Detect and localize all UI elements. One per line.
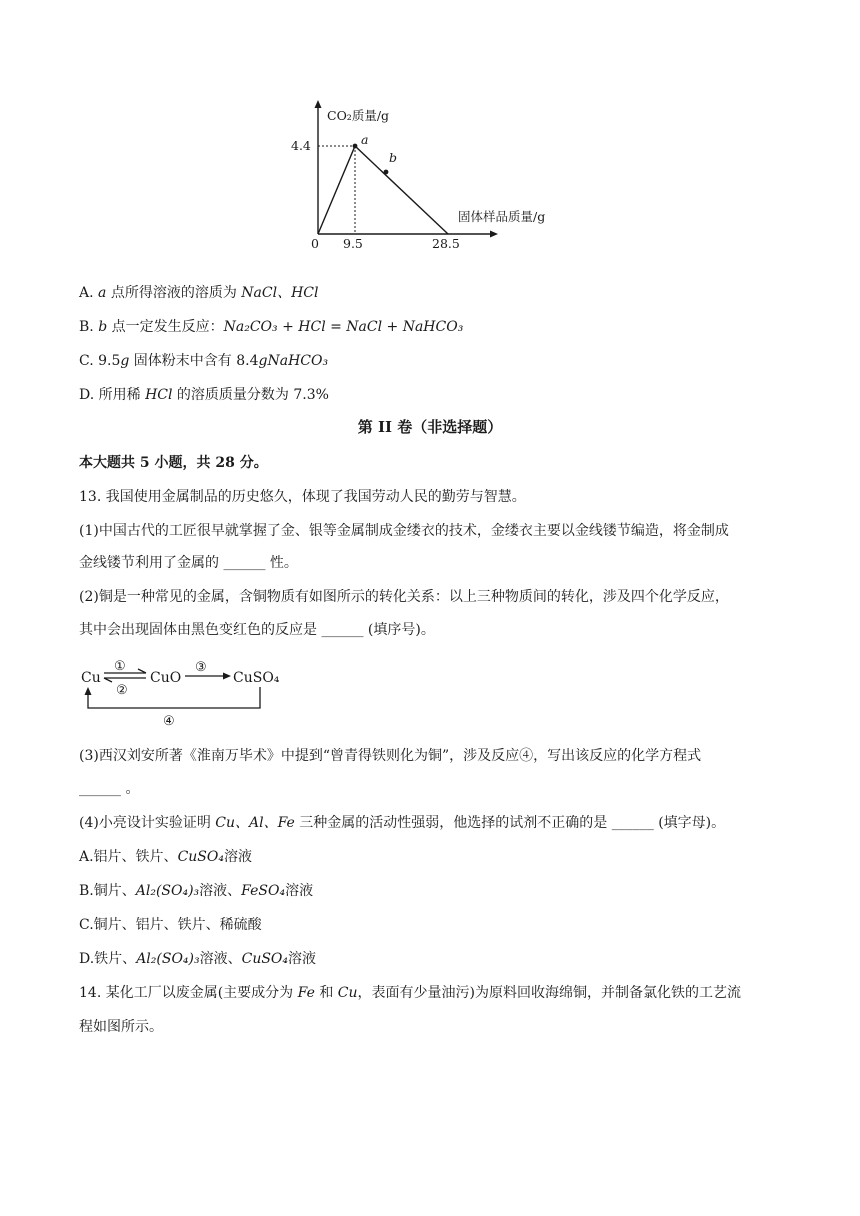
option-a [79,283,318,303]
option-c-text: 固体粉末中含有 8.4 [129,353,259,369]
option-c [79,351,328,371]
option-c-formula: gNaHCO₃ [258,353,329,369]
option-d [79,385,329,405]
option-b-text: 点一定发生反应： [107,319,224,335]
reaction-2-label: ② [116,683,128,698]
q13-option-b-mid: 溶液、 [199,883,242,899]
q13-p4-metals: Cu、Al、Fe [215,815,295,831]
q13-option-d-post: 溶液 [288,951,317,967]
q14-line1-pre: 14. 某化工厂以废金属(主要成分为 [79,985,298,1001]
q14-line1 [79,983,741,1003]
section-title: 第 II 卷（非选择题） [357,418,503,436]
option-a-prefix: A. [79,285,94,301]
point-b [384,170,389,175]
x-tick-9-5: 9.5 [343,236,363,251]
section-intro: 本大题共 5 小题，共 28 分。 [79,455,268,471]
origin-label: 0 [311,236,319,251]
option-a-text: 点所得溶液的溶质为 [106,285,242,301]
x-axis-arrow [490,231,498,238]
q13-p1-line1: (1)中国古代的工匠很早就掌握了金、银等金属制成金缕衣的技术，金缕衣主要以金线镂节编造，将金制成 [79,523,729,539]
reaction-4-label: ④ [163,714,175,729]
q13-option-c: C.铜片、铝片、铁片、稀硫酸 [79,917,262,933]
option-c-prefix: C. 9.5 [79,353,121,369]
q13-p3-line1: (3)西汉刘安所著《淮南万毕术》中提到“曾青得铁则化为铜”，涉及反应④，写出该反应的化学方程式 [79,748,702,764]
x-tick-28-5: 28.5 [432,236,460,251]
copper-conversion-diagram [78,654,288,734]
q13-option-d-mid: 溶液、 [199,951,242,967]
q13-p4 [79,813,725,833]
option-a-var: a [98,285,107,301]
q13-option-b-pre: B.铜片、 [79,883,136,899]
q13-stem: 13. 我国使用金属制品的历史悠久，体现了我国劳动人民的勤劳与智慧。 [79,489,526,505]
y-tick-label: 4.4 [291,138,311,153]
q14-line1-mid: 和 [314,985,338,1001]
q13-p4-pre: (4)小亮设计实验证明 [79,815,216,831]
co2-mass-graph [280,98,546,253]
option-a-formula: NaCl、HCl [241,285,319,301]
x-axis-label: 固体样品质量/g [458,209,546,224]
q13-p3-line2: ______ 。 [79,781,140,797]
point-a [353,144,358,149]
q13-option-a [79,847,252,867]
option-b-prefix: B. [79,319,94,335]
q13-p1-line2: 金线镂节利用了金属的 ______ 性。 [79,555,298,571]
option-b-var: b [98,319,108,335]
reaction-3-label: ③ [195,660,207,675]
q14-line1-post: ，表面有少量油污)为原料回收海绵铜，并制备氯化铁的工艺流 [357,985,741,1001]
q14-fe: Fe [297,985,315,1001]
reaction-1-label: ① [114,659,126,674]
diagram-cu: Cu [81,670,101,686]
q13-option-b [79,881,313,901]
q13-option-b-formula2: FeSO₄ [241,883,286,899]
point-a-label: a [361,132,369,147]
q13-option-d [79,949,316,969]
y-axis-label: CO₂质量/g [327,108,390,123]
option-b [79,317,463,337]
option-d-formula: HCl [145,387,173,403]
arrow-3-head [223,673,231,680]
diagram-cuso4: CuSO₄ [233,670,280,686]
q13-p2-line1: (2)铜是一种常见的金属，含铜物质有如图所示的转化关系：以上三种物质间的转化，涉及四个化学反应， [79,589,729,605]
q13-option-b-formula1: Al₂(SO₄)₃ [135,883,200,899]
y-axis-arrow [315,100,322,108]
q13-option-d-pre: D.铁片、 [79,951,137,967]
option-c-unit: g [120,353,130,369]
arrow-4 [88,687,260,708]
q13-p2-line2: 其中会出现固体由黑色变红色的反应是 ______ (填序号)。 [79,622,435,638]
arrow-4-head [85,687,92,695]
option-d-prefix: D. 所用稀 [79,387,146,403]
q13-option-d-formula1: Al₂(SO₄)₃ [136,951,200,967]
point-b-label: b [389,150,398,165]
diagram-cuo: CuO [150,670,182,686]
q13-option-a-post: 溶液 [223,849,252,865]
q13-option-d-formula2: CuSO₄ [241,951,289,967]
option-d-text: 的溶质质量分数为 7.3% [172,387,329,403]
co2-curve [318,146,448,234]
option-b-formula: Na₂CO₃ + HCl = NaCl + NaHCO₃ [223,319,464,335]
q13-option-b-post: 溶液 [285,883,314,899]
q14-line2: 程如图所示。 [79,1019,163,1035]
q13-p4-post: 三种金属的活动性强弱，他选择的试剂不正确的是 ______ (填字母)。 [294,815,726,831]
q14-cu: Cu [337,985,358,1001]
q13-option-a-formula: CuSO₄ [177,849,224,865]
q13-option-a-pre: A.铝片、铁片、 [79,849,178,865]
